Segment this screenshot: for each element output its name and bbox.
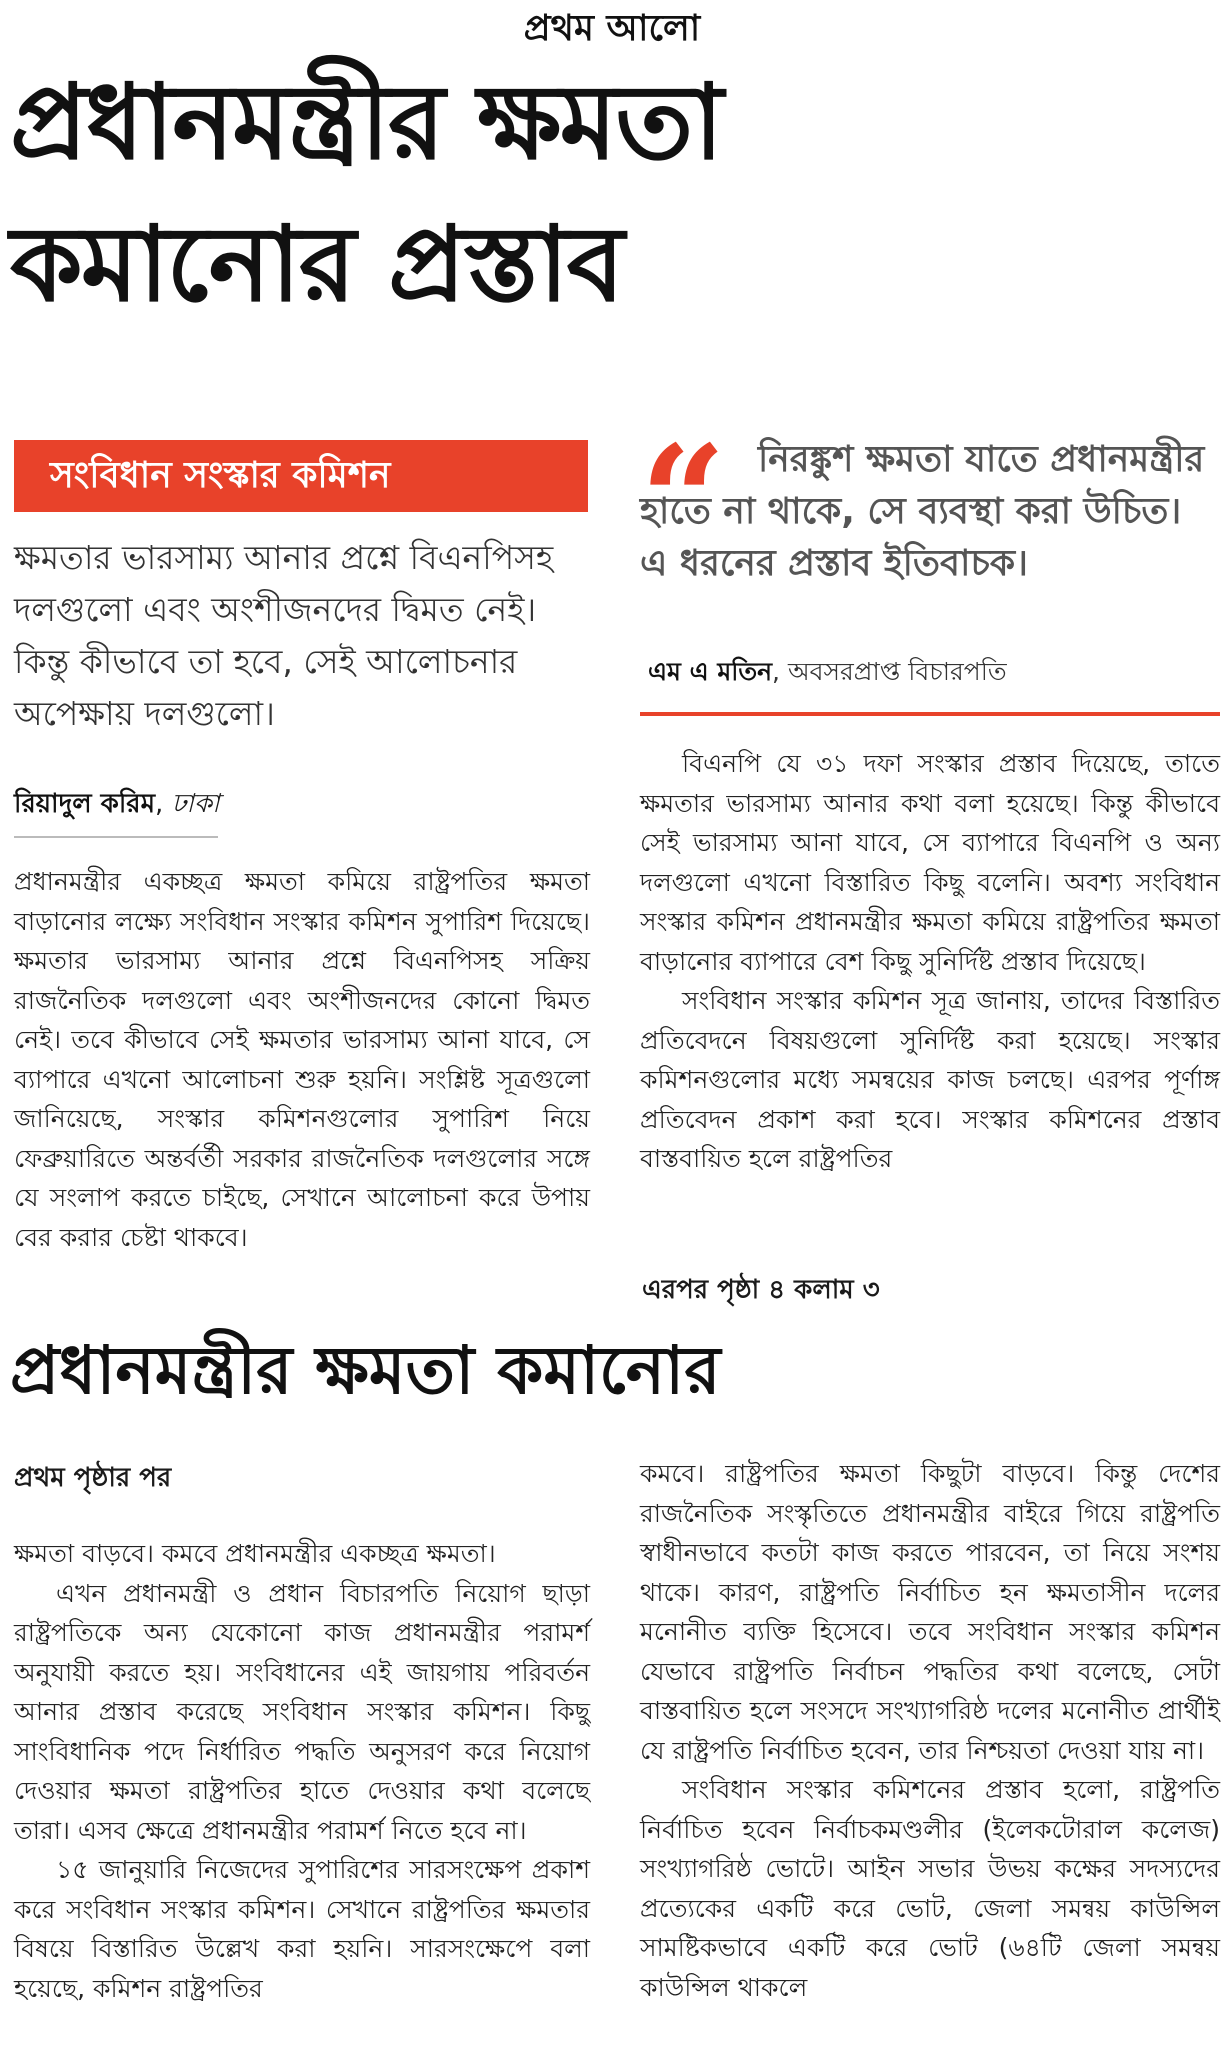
summary-deck: ক্ষমতার ভারসাম্য আনার প্রশ্নে বিএনপিসহ দলগুলো এবং অংশীজনদের দ্বিমত নেই। কিন্তু কীভাবে তা হবে, সেই আলোচনার অপেক্ষায় দলগুলো।: [14, 538, 554, 733]
article-right-column: [640, 744, 1220, 1179]
continuation-right-column: [640, 1454, 1220, 2007]
quote-mark-icon: “: [640, 413, 727, 589]
continuation-left-paragraph-3: ১৫ জানুয়ারি নিজেদের সুপারিশের সারসংক্ষেপ প্রকাশ করে সংবিধান সংস্কার কমিশন। সেখানে রাষ্ট্রপতির ক্ষমতার বিষয়ে বিস্তারিত উল্লেখ করা হয়নি। সারসংক্ষেপে বলা হয়েছে, কমিশন রাষ্ট্রপতির: [14, 1855, 590, 2003]
continuation-headline: প্রধানমন্ত্রীর ক্ষমতা কমানোর: [10, 1332, 721, 1409]
byline: [14, 786, 220, 822]
article-right-paragraph-2: সংবিধান সংস্কার কমিশন সূত্র জানায়, তাদের বিস্তারিত প্রতিবেদনে বিষয়গুলো সুনির্দিষ্ট করা হয়েছে। সংস্কার কমিশনগুলোর মধ্যে সমন্বয়ের কাজ চলছে। এরপর পূর্ণাঙ্গ প্রতিবেদন প্রকাশ করা হবে। সংস্কার কমিশনের প্রস্তাব বাস্তবায়িত হলে রাষ্ট্রপতির: [640, 986, 1220, 1173]
pull-quote-author: এম এ মতিন: [648, 657, 773, 686]
pull-quote-attribution: [648, 655, 1007, 689]
continuation-right-paragraph-1: কমবে। রাষ্ট্রপতির ক্ষমতা কিছুটা বাড়বে। কিন্তু দেশের রাজনৈতিক সংস্কৃতিতে প্রধানমন্ত্রীর বাইরে গিয়ে রাষ্ট্রপতি স্বাধীনভাবে কতটা কাজ করতে পারবেন, তা নিয়ে সংশয় থাকে। কারণ, রাষ্ট্রপতি নির্বাচিত হন ক্ষমতাসীন দলের মনোনীত ব্যক্তি হিসেবে। তবে সংবিধান সংস্কার কমিশন যেভাবে রাষ্ট্রপতি নির্বাচন পদ্ধতির কথা বলেছে, সেটা বাস্তবায়িত হলে সংসদে সংখ্যাগরিষ্ঠ দলের মনোনীত প্রার্থীই যে রাষ্ট্রপতি নির্বাচিত হবেন, তার নিশ্চয়তা দেওয়া যায় না।: [640, 1459, 1220, 1765]
continuation-right-paragraph-2: সংবিধান সংস্কার কমিশনের প্রস্তাব হলো, রাষ্ট্রপতি নির্বাচিত হবেন নির্বাচকমণ্ডলীর (ইলেকটোরাল কলেজ) সংখ্যাগরিষ্ঠ ভোটে। আইন সভার উভয় কক্ষের সদস্যদের প্রত্যেকের একটি করে ভোট, জেলা সমন্বয় কাউন্সিল সামষ্টিকভাবে একটি করে ভোট (৬৪টি জেলা সমন্বয় কাউন্সিল থাকলে: [640, 1775, 1220, 2002]
article-right-paragraph-1: বিএনপি যে ৩১ দফা সংস্কার প্রস্তাব দিয়েছে, তাতে ক্ষমতার ভারসাম্য আনার কথা বলা হয়েছে। কিন্তু কীভাবে সেই ভারসাম্য আনা যাবে, সে ব্যাপারে বিএনপি ও অন্য দলগুলো এখনো বিস্তারিত কিছু বলেনি। অবশ্য সংবিধান সংস্কার কমিশন প্রধানমন্ত্রীর ক্ষমতা কমিয়ে রাষ্ট্রপতির ক্ষমতা বাড়ানোর ব্যাপারে বেশ কিছু সুনির্দিষ্ট প্রস্তাব দিয়েছে।: [640, 749, 1220, 976]
logo-text: প্রথম আলো: [523, 7, 701, 49]
attr-separator: ,: [772, 657, 788, 686]
byline-separator: ,: [155, 789, 172, 819]
byline-rule: [14, 836, 218, 838]
byline-place: ঢাকা: [171, 789, 220, 819]
pull-quote-text: নিরঙ্কুশ ক্ষমতা যাতে প্রধানমন্ত্রীর হাতে না থাকে, সে ব্যবস্থা করা উচিত। এ ধরনের প্রস্তাব ইতিবাচক।: [640, 439, 1205, 584]
jump-line: এরপর পৃষ্ঠা ৪ কলাম ৩: [642, 1275, 880, 1305]
continuation-left-paragraph-1: ক্ষমতা বাড়বে। কমবে প্রধানমন্ত্রীর একচ্ছত্র ক্ষমতা।: [14, 1539, 496, 1568]
continuation-left-paragraph-2: এখন প্রধানমন্ত্রী ও প্রধান বিচারপতি নিয়োগ ছাড়া রাষ্ট্রপতিকে অন্য যেকোনো কাজ প্রধানমন্ত্রীর পরামর্শ অনুযায়ী করতে হয়। সংবিধানের এই জায়গায় পরিবর্তন আনার প্রস্তাব করেছে সংবিধান সংস্কার কমিশন। কিছু সাংবিধানিক পদে নির্ধারিত পদ্ধতি অনুসরণ করে নিয়োগ দেওয়ার ক্ষমতা রাষ্ট্রপতির হাতে দেওয়ার কথা বলেছে তারা। এসব ক্ষেত্রে প্রধানমন্ত্রীর পরামর্শ নিতে হবে না।: [14, 1578, 590, 1845]
continuation-left-column: [14, 1534, 590, 2008]
article-left-paragraph: প্রধানমন্ত্রীর একচ্ছত্র ক্ষমতা কমিয়ে রাষ্ট্রপতির ক্ষমতা বাড়ানোর লক্ষ্যে সংবিধান সংস্কার কমিশন সুপারিশ দিয়েছে। ক্ষমতার ভারসাম্য আনার প্রশ্নে বিএনপিসহ সক্রিয় রাজনৈতিক দলগুলো এবং অংশীজনদের কোনো দ্বিমত নেই। তবে কীভাবে সেই ক্ষমতার ভারসাম্য আনা যাবে, সে ব্যাপারে এখনো আলোচনা শুরু হয়নি। সংশ্লিষ্ট সূত্রগুলো জানিয়েছে, সংস্কার কমিশনগুলোর সুপারিশ নিয়ে ফেব্রুয়ারিতে অন্তর্বর্তী সরকার রাজনৈতিক দলগুলোর সঙ্গে যে সংলাপ করতে চাইছে, সেখানে আলোচনা করে উপায় বের করার চেষ্টা থাকবে।: [14, 867, 590, 1252]
byline-name: রিয়াদুল করিম: [14, 789, 156, 819]
headline-line-1: প্রধানমন্ত্রীর ক্ষমতা: [10, 61, 722, 183]
headline-line-2: কমানোর প্রস্তাব: [10, 203, 623, 325]
pull-quote-author-title: অবসরপ্রাপ্ত বিচারপতি: [787, 657, 1007, 686]
article-left-column: [14, 862, 590, 1257]
masthead-logo: [0, 4, 1224, 52]
continued-from-label: প্রথম পৃষ্ঠার পর: [14, 1463, 172, 1493]
section-tag: সংবিধান সংস্কার কমিশন: [14, 440, 588, 512]
quote-divider: [640, 712, 1220, 716]
